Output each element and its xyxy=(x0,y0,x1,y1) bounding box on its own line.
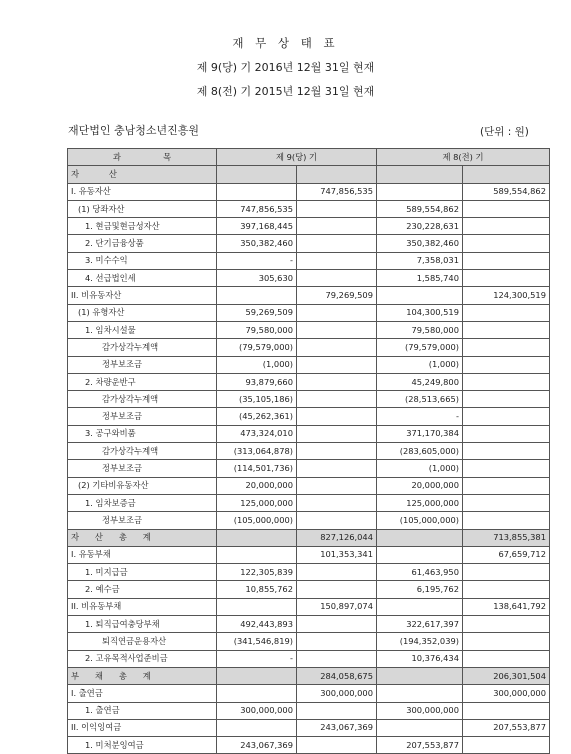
current-total-cell: 101,353,341 xyxy=(297,546,377,563)
current-total-cell xyxy=(297,425,377,442)
current-total-cell: 747,856,535 xyxy=(297,183,377,200)
account-name-cell: 3. 미수수익 xyxy=(68,252,217,269)
account-name-cell: 감가상각누계액 xyxy=(68,391,217,408)
prior-detail-cell xyxy=(377,667,463,684)
account-name-cell: II. 이익잉여금 xyxy=(68,719,217,736)
current-total-cell xyxy=(297,408,377,425)
prior-total-cell xyxy=(463,252,550,269)
account-name-cell: 1. 임차보증금 xyxy=(68,494,217,511)
table-row xyxy=(68,564,550,581)
current-total-cell xyxy=(297,304,377,321)
current-detail-cell: 125,000,000 xyxy=(217,494,297,511)
prior-total-cell: 138,641,792 xyxy=(463,598,550,615)
prior-total-cell xyxy=(463,702,550,719)
prior-total-cell xyxy=(463,737,550,754)
current-detail-cell: 122,305,839 xyxy=(217,564,297,581)
table-row xyxy=(68,356,550,373)
account-name-cell: 2. 예수금 xyxy=(68,581,217,598)
current-detail-cell: (1,000) xyxy=(217,356,297,373)
table-row xyxy=(68,529,550,546)
prior-detail-cell xyxy=(377,598,463,615)
account-name-cell: 1. 퇴직급여충당부채 xyxy=(68,616,217,633)
prior-total-cell: 124,300,519 xyxy=(463,287,550,304)
account-name-cell: 4. 선급법인세 xyxy=(68,270,217,287)
current-total-cell xyxy=(297,321,377,338)
prior-total-cell xyxy=(463,494,550,511)
account-name-cell: 정부보조금 xyxy=(68,408,217,425)
current-detail-cell xyxy=(217,546,297,563)
current-total-cell: 827,126,044 xyxy=(297,529,377,546)
prior-period-line: 제 8(전) 기 2015년 12월 31일 현재 xyxy=(196,85,375,98)
prior-total-cell: 206,301,504 xyxy=(463,667,550,684)
account-name-cell: II. 비유동자산 xyxy=(68,287,217,304)
current-total-cell xyxy=(297,270,377,287)
current-detail-cell: (79,579,000) xyxy=(217,339,297,356)
account-name-cell: 3. 공구와비품 xyxy=(68,425,217,442)
current-total-cell xyxy=(297,702,377,719)
current-detail-cell xyxy=(217,719,297,736)
account-name-cell: I. 유동자산 xyxy=(68,183,217,200)
account-name-cell: 감가상각누계액 xyxy=(68,443,217,460)
account-name-cell: 1. 임차시설물 xyxy=(68,321,217,338)
current-total-cell xyxy=(297,356,377,373)
current-total-cell xyxy=(297,443,377,460)
prior-detail-cell: 207,553,877 xyxy=(377,737,463,754)
table-row xyxy=(68,494,550,511)
prior-total-cell xyxy=(463,564,550,581)
account-name-cell: 감가상각누계액 xyxy=(68,339,217,356)
prior-detail-cell: 371,170,384 xyxy=(377,425,463,442)
current-total-cell xyxy=(297,494,377,511)
account-name-cell: (2) 기타비유동자산 xyxy=(68,477,217,494)
prior-total-cell xyxy=(463,477,550,494)
account-name-cell: II. 비유동부채 xyxy=(68,598,217,615)
table-row xyxy=(68,408,550,425)
prior-detail-cell: 322,617,397 xyxy=(377,616,463,633)
table-row xyxy=(68,633,550,650)
current-detail-cell xyxy=(217,529,297,546)
current-total-cell xyxy=(297,252,377,269)
table-row xyxy=(68,546,550,563)
prior-detail-cell: 45,249,800 xyxy=(377,373,463,390)
current-total-cell: 79,269,509 xyxy=(297,287,377,304)
table-row xyxy=(68,667,550,684)
current-detail-cell: (341,546,819) xyxy=(217,633,297,650)
account-name-cell: 자 산 xyxy=(68,166,217,183)
account-name-cell: 퇴직연금운용자산 xyxy=(68,633,217,650)
table-row xyxy=(68,200,550,217)
table-row xyxy=(68,443,550,460)
current-detail-cell xyxy=(217,183,297,200)
prior-total-cell xyxy=(463,650,550,667)
prior-detail-cell xyxy=(377,685,463,702)
prior-detail-cell: (105,000,000) xyxy=(377,512,463,529)
prior-total-cell xyxy=(463,581,550,598)
current-detail-cell: 397,168,445 xyxy=(217,218,297,235)
prior-total-cell xyxy=(463,425,550,442)
account-name-cell: (1) 당좌자산 xyxy=(68,200,217,217)
current-total-cell xyxy=(297,512,377,529)
current-detail-cell xyxy=(217,166,297,183)
current-total-cell: 243,067,369 xyxy=(297,719,377,736)
account-name-cell: 정부보조금 xyxy=(68,460,217,477)
prior-detail-cell: 6,195,762 xyxy=(377,581,463,598)
table-row xyxy=(68,719,550,736)
table-header-row xyxy=(68,149,550,166)
prior-detail-cell xyxy=(377,719,463,736)
table-row xyxy=(68,287,550,304)
prior-total-cell xyxy=(463,218,550,235)
table-row xyxy=(68,581,550,598)
prior-total-cell xyxy=(463,200,550,217)
prior-total-cell xyxy=(463,391,550,408)
prior-detail-cell: (79,579,000) xyxy=(377,339,463,356)
table-row xyxy=(68,512,550,529)
prior-detail-cell: 230,228,631 xyxy=(377,218,463,235)
account-name-cell: 1. 미지급금 xyxy=(68,564,217,581)
prior-total-cell xyxy=(463,321,550,338)
current-detail-cell: (114,501,736) xyxy=(217,460,297,477)
prior-total-cell: 67,659,712 xyxy=(463,546,550,563)
prior-total-cell xyxy=(463,166,550,183)
subject-column-header: 과 목 xyxy=(68,149,217,166)
table-row xyxy=(68,598,550,615)
organization-name: 재단법인 충남청소년진흥원 xyxy=(68,124,200,137)
prior-period-column-header: 제 8(전) 기 xyxy=(377,149,550,166)
current-total-cell xyxy=(297,581,377,598)
table-row xyxy=(68,339,550,356)
current-period-line: 제 9(당) 기 2016년 12월 31일 현재 xyxy=(196,61,375,74)
prior-detail-cell: (1,000) xyxy=(377,460,463,477)
account-name-cell: 2. 고유목적사업준비금 xyxy=(68,650,217,667)
current-total-cell xyxy=(297,633,377,650)
prior-detail-cell: 79,580,000 xyxy=(377,321,463,338)
table-row xyxy=(68,702,550,719)
account-name-cell: (1) 유형자산 xyxy=(68,304,217,321)
current-detail-cell xyxy=(217,667,297,684)
prior-detail-cell: (283,605,000) xyxy=(377,443,463,460)
current-total-cell: 300,000,000 xyxy=(297,685,377,702)
account-name-cell: 부 채 총 계 xyxy=(68,667,217,684)
prior-detail-cell: 589,554,862 xyxy=(377,200,463,217)
current-total-cell xyxy=(297,166,377,183)
prior-detail-cell: (1,000) xyxy=(377,356,463,373)
current-detail-cell xyxy=(217,598,297,615)
current-detail-cell: 20,000,000 xyxy=(217,477,297,494)
prior-detail-cell xyxy=(377,183,463,200)
prior-total-cell xyxy=(463,443,550,460)
prior-total-cell xyxy=(463,356,550,373)
current-detail-cell: 10,855,762 xyxy=(217,581,297,598)
table-row xyxy=(68,425,550,442)
table-row xyxy=(68,650,550,667)
table-row xyxy=(68,218,550,235)
account-name-cell: 1. 출연금 xyxy=(68,702,217,719)
prior-total-cell xyxy=(463,408,550,425)
account-name-cell: I. 출연금 xyxy=(68,685,217,702)
current-detail-cell: 93,879,660 xyxy=(217,373,297,390)
prior-total-cell xyxy=(463,460,550,477)
current-total-cell xyxy=(297,477,377,494)
prior-total-cell xyxy=(463,373,550,390)
prior-detail-cell: 20,000,000 xyxy=(377,477,463,494)
prior-detail-cell: 7,358,031 xyxy=(377,252,463,269)
current-total-cell xyxy=(297,460,377,477)
balance-sheet-table xyxy=(67,148,550,754)
current-detail-cell: 350,382,460 xyxy=(217,235,297,252)
prior-total-cell: 300,000,000 xyxy=(463,685,550,702)
current-detail-cell: (35,105,186) xyxy=(217,391,297,408)
table-row xyxy=(68,270,550,287)
prior-detail-cell: 125,000,000 xyxy=(377,494,463,511)
table-row xyxy=(68,183,550,200)
current-total-cell xyxy=(297,339,377,356)
prior-total-cell xyxy=(463,512,550,529)
current-detail-cell: (313,064,878) xyxy=(217,443,297,460)
prior-total-cell: 713,855,381 xyxy=(463,529,550,546)
account-name-cell: 1. 현금및현금성자산 xyxy=(68,218,217,235)
prior-detail-cell: 10,376,434 xyxy=(377,650,463,667)
prior-total-cell xyxy=(463,339,550,356)
current-total-cell xyxy=(297,737,377,754)
table-row xyxy=(68,235,550,252)
current-total-cell xyxy=(297,616,377,633)
prior-detail-cell xyxy=(377,529,463,546)
current-period-column-header: 제 9(당) 기 xyxy=(217,149,377,166)
current-detail-cell xyxy=(217,685,297,702)
prior-detail-cell: (28,513,665) xyxy=(377,391,463,408)
current-total-cell xyxy=(297,564,377,581)
table-row xyxy=(68,391,550,408)
table-row xyxy=(68,616,550,633)
table-row xyxy=(68,737,550,754)
current-total-cell xyxy=(297,200,377,217)
account-name-cell: 1. 미처분잉여금 xyxy=(68,737,217,754)
prior-total-cell xyxy=(463,235,550,252)
table-row xyxy=(68,685,550,702)
current-detail-cell: 300,000,000 xyxy=(217,702,297,719)
prior-detail-cell xyxy=(377,166,463,183)
prior-detail-cell: 104,300,519 xyxy=(377,304,463,321)
table-row xyxy=(68,373,550,390)
prior-total-cell xyxy=(463,616,550,633)
table-row xyxy=(68,304,550,321)
prior-total-cell xyxy=(463,633,550,650)
current-detail-cell: (45,262,361) xyxy=(217,408,297,425)
current-detail-cell: 305,630 xyxy=(217,270,297,287)
current-total-cell xyxy=(297,218,377,235)
current-detail-cell: 59,269,509 xyxy=(217,304,297,321)
account-name-cell: 2. 차량운반구 xyxy=(68,373,217,390)
prior-detail-cell: - xyxy=(377,408,463,425)
table-row xyxy=(68,460,550,477)
table-row xyxy=(68,321,550,338)
current-detail-cell: 747,856,535 xyxy=(217,200,297,217)
current-detail-cell: - xyxy=(217,252,297,269)
table-row xyxy=(68,252,550,269)
account-name-cell: I. 유동부채 xyxy=(68,546,217,563)
account-name-cell: 자 산 총 계 xyxy=(68,529,217,546)
current-detail-cell: 79,580,000 xyxy=(217,321,297,338)
prior-detail-cell: (194,352,039) xyxy=(377,633,463,650)
prior-detail-cell: 300,000,000 xyxy=(377,702,463,719)
current-detail-cell: 473,324,010 xyxy=(217,425,297,442)
current-detail-cell: 243,067,369 xyxy=(217,737,297,754)
current-total-cell: 150,897,074 xyxy=(297,598,377,615)
current-total-cell xyxy=(297,235,377,252)
prior-detail-cell: 61,463,950 xyxy=(377,564,463,581)
currency-unit: (단위 : 원) xyxy=(480,126,529,138)
account-name-cell: 2. 단기금융상품 xyxy=(68,235,217,252)
document-title: 재 무 상 태 표 xyxy=(232,36,339,50)
account-name-cell: 정부보조금 xyxy=(68,512,217,529)
current-total-cell xyxy=(297,391,377,408)
prior-total-cell xyxy=(463,304,550,321)
prior-detail-cell xyxy=(377,546,463,563)
prior-detail-cell: 1,585,740 xyxy=(377,270,463,287)
current-total-cell xyxy=(297,650,377,667)
table-row xyxy=(68,166,550,183)
title-block xyxy=(0,30,571,104)
current-detail-cell: 492,443,893 xyxy=(217,616,297,633)
current-detail-cell: - xyxy=(217,650,297,667)
current-total-cell xyxy=(297,373,377,390)
current-detail-cell: (105,000,000) xyxy=(217,512,297,529)
prior-detail-cell: 350,382,460 xyxy=(377,235,463,252)
prior-total-cell: 207,553,877 xyxy=(463,719,550,736)
prior-detail-cell xyxy=(377,287,463,304)
account-name-cell: 정부보조금 xyxy=(68,356,217,373)
current-total-cell: 284,058,675 xyxy=(297,667,377,684)
prior-total-cell: 589,554,862 xyxy=(463,183,550,200)
table-row xyxy=(68,477,550,494)
prior-total-cell xyxy=(463,270,550,287)
current-detail-cell xyxy=(217,287,297,304)
